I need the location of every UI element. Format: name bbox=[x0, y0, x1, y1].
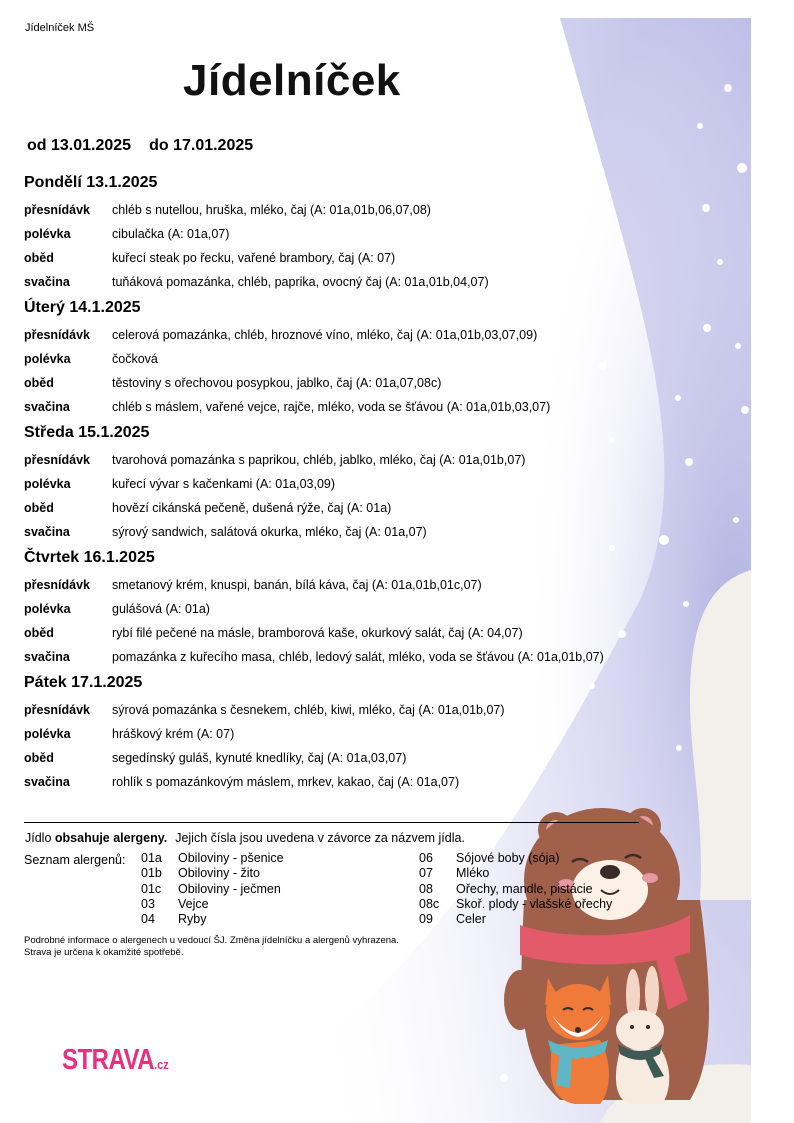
meal-row bbox=[24, 198, 664, 222]
allergen-code: 07 bbox=[419, 866, 433, 881]
meal-type: svačina bbox=[24, 650, 70, 664]
document-header-label: Jídelníček MŠ bbox=[25, 22, 95, 34]
logo-suffix: .cz bbox=[154, 1058, 169, 1073]
meal-row bbox=[24, 746, 664, 770]
allergen-note-prefix: Jídlo bbox=[25, 831, 52, 845]
allergen-name: Obiloviny - ječmen bbox=[178, 881, 281, 896]
meal-description: sýrový sandwich, salátová okurka, mléko, čaj (A: 01a,07) bbox=[112, 525, 427, 539]
allergen-name: Ryby bbox=[178, 912, 207, 927]
allergen-name: Mléko bbox=[456, 866, 490, 881]
allergen-name: Skoř. plody - vlašské ořechy bbox=[456, 896, 613, 911]
footnotes bbox=[24, 935, 399, 959]
allergen-code: 06 bbox=[419, 851, 433, 865]
meal-type: polévka bbox=[24, 477, 71, 491]
date-from: od 13.01.2025 bbox=[27, 137, 132, 154]
meal-row bbox=[24, 597, 664, 621]
allergen-name: Obiloviny - pšenice bbox=[178, 851, 284, 865]
meal-row bbox=[24, 722, 664, 746]
meal-description: chléb s nutellou, hruška, mléko, čaj (A: 01a,01b,06,07,08) bbox=[112, 203, 431, 217]
meal-type: oběd bbox=[24, 251, 54, 265]
meal-type: přesnídávk bbox=[24, 578, 91, 592]
meal-description: gulášová (A: 01a) bbox=[112, 602, 210, 616]
footnote-consumption: Strava je určena k okamžité spotřebě. bbox=[24, 947, 184, 958]
meal-row bbox=[24, 246, 664, 270]
allergen-code: 09 bbox=[419, 912, 433, 927]
allergen-item bbox=[419, 897, 612, 912]
meal-row bbox=[24, 395, 664, 419]
meal-description: celerová pomazánka, chléb, hroznové víno, mléko, čaj (A: 01a,01b,03,07,09) bbox=[112, 328, 538, 342]
meal-type: svačina bbox=[24, 400, 70, 414]
meal-description: těstoviny s ořechovou posypkou, jablko, čaj (A: 01a,07,08c) bbox=[112, 376, 442, 390]
meal-description: hráškový krém (A: 07) bbox=[112, 727, 235, 741]
allergen-list-column-1 bbox=[141, 851, 284, 927]
allergen-code: 08c bbox=[419, 896, 440, 911]
allergen-item bbox=[419, 866, 612, 881]
meal-type: polévka bbox=[24, 227, 71, 241]
meal-type: přesnídávk bbox=[24, 453, 91, 467]
meal-type: oběd bbox=[24, 751, 54, 765]
allergen-list-column-2 bbox=[419, 851, 612, 927]
allergen-code: 01a bbox=[141, 851, 162, 865]
meal-row bbox=[24, 222, 664, 246]
meal-description: kuřecí vývar s kačenkami (A: 01a,03,09) bbox=[112, 477, 336, 491]
meal-description: rybí filé pečené na másle, bramborová kaše, okurkový salát, čaj (A: 04,07) bbox=[112, 626, 523, 640]
meal-description: rohlík s pomazánkovým máslem, mrkev, kakao, čaj (A: 01a,07) bbox=[112, 775, 460, 789]
strava-logo bbox=[62, 1044, 169, 1078]
meal-description: kuřecí steak po řecku, vařené brambory, čaj (A: 07) bbox=[112, 251, 396, 265]
allergen-item bbox=[419, 912, 612, 927]
meal-row bbox=[24, 520, 664, 544]
meal-row bbox=[24, 371, 664, 395]
meal-description: tvarohová pomazánka s paprikou, chléb, jablko, mléko, čaj (A: 01a,01b,07) bbox=[112, 453, 526, 467]
allergen-code: 01b bbox=[141, 866, 162, 881]
footnote-allergen-info: Podrobné informace o alergenech u vedoucí ŠJ. Změna jídelníčku a alergenů vyhrazena. bbox=[24, 935, 399, 946]
meal-row bbox=[24, 270, 664, 294]
day-title: Úterý 14.1.2025 bbox=[24, 299, 141, 316]
allergen-name: Obiloviny - žito bbox=[178, 866, 260, 881]
meal-row bbox=[24, 448, 664, 472]
allergen-name: Vejce bbox=[178, 896, 209, 911]
meal-row bbox=[24, 496, 664, 520]
allergen-note-text: Jejich čísla jsou uvedena v závorce za názvem jídla. bbox=[175, 831, 465, 845]
day-title: Středa 15.1.2025 bbox=[24, 424, 150, 441]
meal-row bbox=[24, 573, 664, 597]
allergen-item bbox=[141, 851, 284, 866]
meal-description: hovězí cikánská pečeně, dušená rýže, čaj (A: 01a) bbox=[112, 501, 392, 515]
day-section bbox=[24, 671, 664, 794]
logo-main: STRAVA bbox=[62, 1044, 155, 1077]
meal-type: polévka bbox=[24, 602, 71, 616]
allergen-item bbox=[419, 851, 612, 866]
allergen-note bbox=[25, 831, 465, 845]
meal-row bbox=[24, 472, 664, 496]
meal-description: cibulačka (A: 01a,07) bbox=[112, 227, 230, 241]
allergen-code: 04 bbox=[141, 912, 155, 927]
meal-description: sýrová pomazánka s česnekem, chléb, kiwi, mléko, čaj (A: 01a,01b,07) bbox=[112, 703, 505, 717]
meal-type: přesnídávk bbox=[24, 203, 91, 217]
meal-type: polévka bbox=[24, 727, 71, 741]
meal-description: čočková bbox=[112, 352, 158, 366]
allergen-item bbox=[141, 882, 284, 897]
meal-description: segedínský guláš, kynuté knedlíky, čaj (A: 01a,03,07) bbox=[112, 751, 407, 765]
meal-type: oběd bbox=[24, 501, 54, 515]
page-title: Jídelníček bbox=[183, 56, 401, 105]
allergen-item bbox=[141, 912, 284, 927]
meal-row bbox=[24, 323, 664, 347]
meal-type: svačina bbox=[24, 775, 70, 789]
allergen-name: Ořechy, mandle, pistácie bbox=[456, 881, 593, 896]
allergen-code: 03 bbox=[141, 896, 155, 911]
allergen-item bbox=[141, 897, 284, 912]
day-title: Pátek 17.1.2025 bbox=[24, 674, 143, 691]
allergen-code: 01c bbox=[141, 881, 162, 896]
meal-type: přesnídávk bbox=[24, 328, 91, 342]
allergen-item bbox=[141, 866, 284, 881]
meal-type: svačina bbox=[24, 275, 70, 289]
day-section bbox=[24, 421, 664, 544]
weekly-menu bbox=[24, 170, 664, 796]
meal-description: pomazánka z kuřecího masa, chléb, ledový salát, mléko, voda se šťávou (A: 01a,01b,07) bbox=[112, 650, 604, 664]
meal-row bbox=[24, 347, 664, 371]
allergen-divider bbox=[24, 822, 639, 823]
meal-type: přesnídávk bbox=[24, 703, 91, 717]
meal-row bbox=[24, 645, 664, 669]
date-to: do 17.01.2025 bbox=[149, 137, 254, 154]
meal-row bbox=[24, 770, 664, 794]
meal-type: oběd bbox=[24, 376, 54, 390]
meal-description: tuňáková pomazánka, chléb, paprika, ovocný čaj (A: 01a,01b,04,07) bbox=[112, 275, 489, 289]
day-section bbox=[24, 171, 664, 294]
meal-row bbox=[24, 621, 664, 645]
allergen-code: 08 bbox=[419, 881, 433, 896]
meal-description: chléb s máslem, vařené vejce, rajče, mléko, voda se šťávou (A: 01a,01b,03,07) bbox=[112, 400, 551, 414]
allergen-name: Sójové boby (sója) bbox=[456, 851, 560, 865]
allergen-item bbox=[419, 882, 612, 897]
allergen-list-label: Seznam alergenů: bbox=[24, 853, 126, 867]
meal-type: svačina bbox=[24, 525, 70, 539]
meal-row bbox=[24, 698, 664, 722]
allergen-name: Celer bbox=[456, 912, 486, 927]
date-range bbox=[27, 137, 253, 155]
day-title: Čtvrtek 16.1.2025 bbox=[24, 549, 155, 566]
day-section bbox=[24, 546, 664, 669]
day-title: Pondělí 13.1.2025 bbox=[24, 174, 158, 191]
allergen-note-strong: obsahuje alergeny. bbox=[54, 831, 168, 845]
meal-type: polévka bbox=[24, 352, 71, 366]
day-section bbox=[24, 296, 664, 419]
meal-description: smetanový krém, knuspi, banán, bílá káva, čaj (A: 01a,01b,01c,07) bbox=[112, 578, 482, 592]
meal-type: oběd bbox=[24, 626, 54, 640]
